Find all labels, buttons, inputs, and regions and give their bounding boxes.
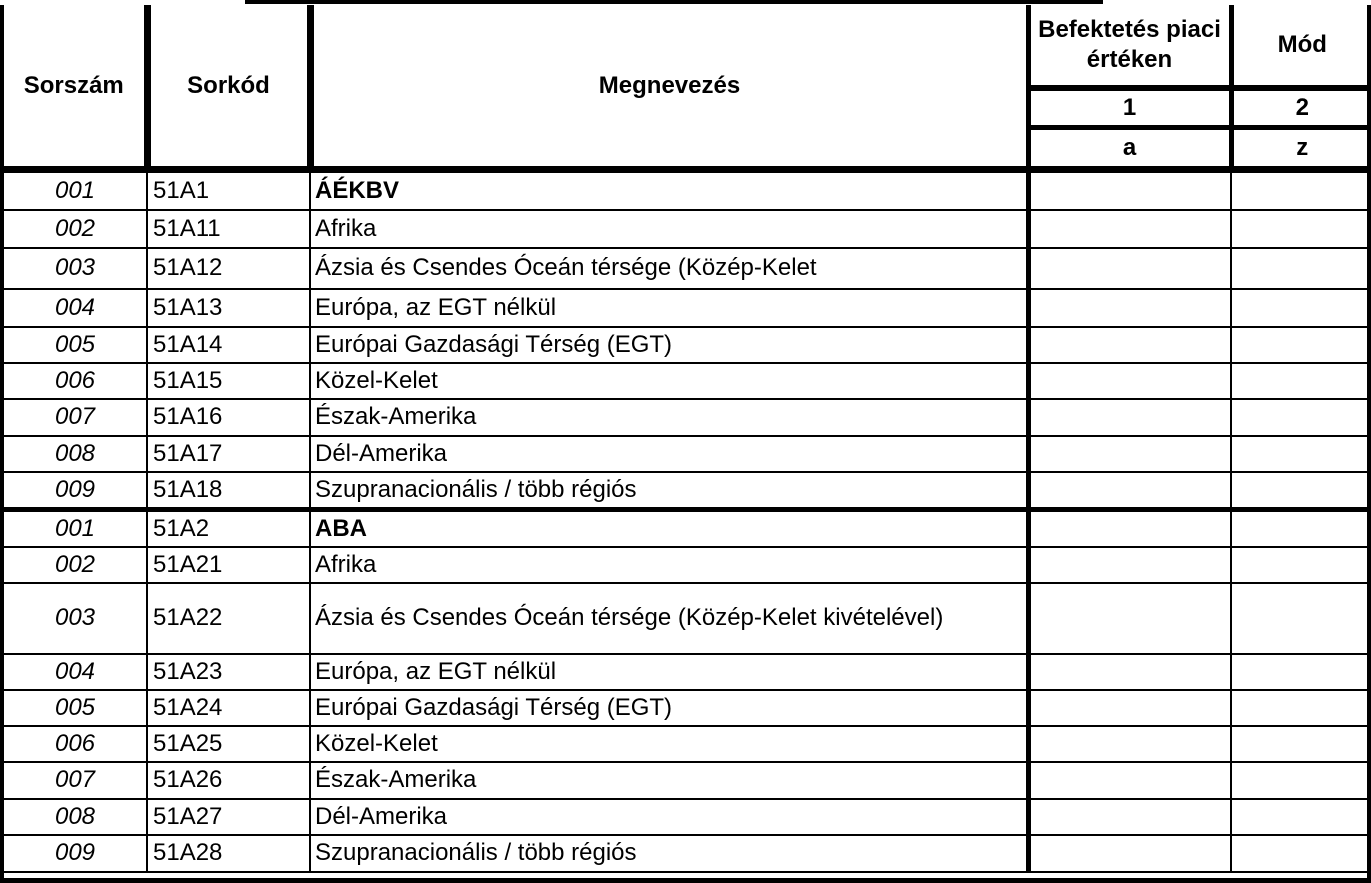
table-row — [2, 436, 1371, 472]
value-cell-mod[interactable] — [1231, 690, 1371, 726]
row-number: 009 — [2, 472, 147, 510]
table-row — [2, 690, 1371, 726]
value-cell-mod[interactable] — [1231, 170, 1371, 210]
row-name: Ázsia és Csendes Óceán térsége (Közép-Kelet kivételével) — [310, 583, 1028, 654]
row-code: 51A28 — [147, 835, 310, 872]
value-cell-befektetes[interactable] — [1028, 399, 1231, 436]
value-cell-befektetes[interactable] — [1028, 363, 1231, 399]
row-code: 51A24 — [147, 690, 310, 726]
header-col1-letter: a — [1028, 128, 1231, 170]
table-row — [2, 583, 1371, 654]
header-sorszam: Sorszám — [2, 5, 147, 170]
value-cell-mod[interactable] — [1231, 399, 1371, 436]
value-cell-mod[interactable] — [1231, 509, 1371, 547]
row-code: 51A1 — [147, 170, 310, 210]
row-number: 006 — [2, 363, 147, 399]
value-cell-befektetes[interactable] — [1028, 762, 1231, 799]
value-cell-befektetes[interactable] — [1028, 835, 1231, 872]
row-number: 007 — [2, 399, 147, 436]
table-row — [2, 248, 1371, 289]
row-name: ÁÉKBV — [310, 170, 1028, 210]
row-code: 51A11 — [147, 210, 310, 248]
row-name: Észak-Amerika — [310, 399, 1028, 436]
row-code: 51A17 — [147, 436, 310, 472]
value-cell-mod[interactable] — [1231, 210, 1371, 248]
value-cell-befektetes[interactable] — [1028, 654, 1231, 690]
row-number: 002 — [2, 210, 147, 248]
value-cell-mod[interactable] — [1231, 762, 1371, 799]
value-cell-mod[interactable] — [1231, 248, 1371, 289]
table-header — [2, 5, 1371, 170]
row-name: Afrika — [310, 547, 1028, 583]
row-name: Szupranacionális / több régiós — [310, 472, 1028, 510]
row-number: 003 — [2, 248, 147, 289]
table-body — [2, 170, 1371, 872]
value-cell-mod[interactable] — [1231, 654, 1371, 690]
row-number: 001 — [2, 170, 147, 210]
row-code: 51A12 — [147, 248, 310, 289]
row-code: 51A15 — [147, 363, 310, 399]
row-number: 005 — [2, 690, 147, 726]
row-number: 009 — [2, 835, 147, 872]
value-cell-befektetes[interactable] — [1028, 583, 1231, 654]
row-name: Ázsia és Csendes Óceán térsége (Közép-Kelet — [310, 248, 1028, 289]
row-name: Európai Gazdasági Térség (EGT) — [310, 327, 1028, 363]
row-name: Európa, az EGT nélkül — [310, 654, 1028, 690]
value-cell-mod[interactable] — [1231, 799, 1371, 835]
row-number: 007 — [2, 762, 147, 799]
header-mod: Mód — [1231, 5, 1371, 88]
row-code: 51A16 — [147, 399, 310, 436]
row-number: 008 — [2, 436, 147, 472]
table-row — [2, 762, 1371, 799]
table-row — [2, 289, 1371, 327]
row-number: 001 — [2, 509, 147, 547]
value-cell-mod[interactable] — [1231, 327, 1371, 363]
row-name: Afrika — [310, 210, 1028, 248]
header-sorkod: Sorkód — [147, 5, 310, 170]
table-row — [2, 726, 1371, 762]
row-number: 008 — [2, 799, 147, 835]
row-name: Szupranacionális / több régiós — [310, 835, 1028, 872]
table-row — [2, 472, 1371, 510]
row-name: Észak-Amerika — [310, 762, 1028, 799]
header-col2-number: 2 — [1231, 88, 1371, 128]
header-col1-number: 1 — [1028, 88, 1231, 128]
row-name: Európa, az EGT nélkül — [310, 289, 1028, 327]
row-number: 004 — [2, 289, 147, 327]
table-row — [2, 363, 1371, 399]
value-cell-mod[interactable] — [1231, 289, 1371, 327]
value-cell-befektetes[interactable] — [1028, 509, 1231, 547]
row-name: Dél-Amerika — [310, 799, 1028, 835]
row-code: 51A26 — [147, 762, 310, 799]
table-row — [2, 509, 1371, 547]
header-befektetes: Befektetés piaci értéken — [1028, 5, 1231, 88]
value-cell-befektetes[interactable] — [1028, 436, 1231, 472]
value-cell-mod[interactable] — [1231, 472, 1371, 510]
value-cell-befektetes[interactable] — [1028, 210, 1231, 248]
value-cell-befektetes[interactable] — [1028, 248, 1231, 289]
value-cell-befektetes[interactable] — [1028, 690, 1231, 726]
row-code: 51A21 — [147, 547, 310, 583]
row-code: 51A25 — [147, 726, 310, 762]
value-cell-mod[interactable] — [1231, 583, 1371, 654]
row-code: 51A14 — [147, 327, 310, 363]
value-cell-befektetes[interactable] — [1028, 726, 1231, 762]
data-table — [0, 5, 1371, 873]
row-name: Közel-Kelet — [310, 726, 1028, 762]
table-row — [2, 835, 1371, 872]
table-row — [2, 399, 1371, 436]
row-name: Dél-Amerika — [310, 436, 1028, 472]
row-code: 51A27 — [147, 799, 310, 835]
header-col2-letter: z — [1231, 128, 1371, 170]
row-code: 51A13 — [147, 289, 310, 327]
top-rule — [245, 0, 1103, 4]
value-cell-befektetes[interactable] — [1028, 547, 1231, 583]
row-code: 51A22 — [147, 583, 310, 654]
value-cell-befektetes[interactable] — [1028, 289, 1231, 327]
value-cell-mod[interactable] — [1231, 547, 1371, 583]
table-row — [2, 799, 1371, 835]
row-number: 002 — [2, 547, 147, 583]
value-cell-befektetes[interactable] — [1028, 170, 1231, 210]
row-number: 006 — [2, 726, 147, 762]
header-megnevezes: Megnevezés — [310, 5, 1028, 170]
table-row — [2, 327, 1371, 363]
row-name: Európai Gazdasági Térség (EGT) — [310, 690, 1028, 726]
row-number: 005 — [2, 327, 147, 363]
value-cell-mod[interactable] — [1231, 726, 1371, 762]
row-code: 51A23 — [147, 654, 310, 690]
value-cell-mod[interactable] — [1231, 436, 1371, 472]
value-cell-befektetes[interactable] — [1028, 799, 1231, 835]
row-code: 51A2 — [147, 509, 310, 547]
row-name: ABA — [310, 509, 1028, 547]
row-name: Közel-Kelet — [310, 363, 1028, 399]
value-cell-befektetes[interactable] — [1028, 327, 1231, 363]
value-cell-mod[interactable] — [1231, 835, 1371, 872]
row-code: 51A18 — [147, 472, 310, 510]
table-row — [2, 547, 1371, 583]
table-row — [2, 170, 1371, 210]
table-row — [2, 654, 1371, 690]
row-number: 004 — [2, 654, 147, 690]
row-number: 003 — [2, 583, 147, 654]
value-cell-befektetes[interactable] — [1028, 472, 1231, 510]
table-row — [2, 210, 1371, 248]
value-cell-mod[interactable] — [1231, 363, 1371, 399]
